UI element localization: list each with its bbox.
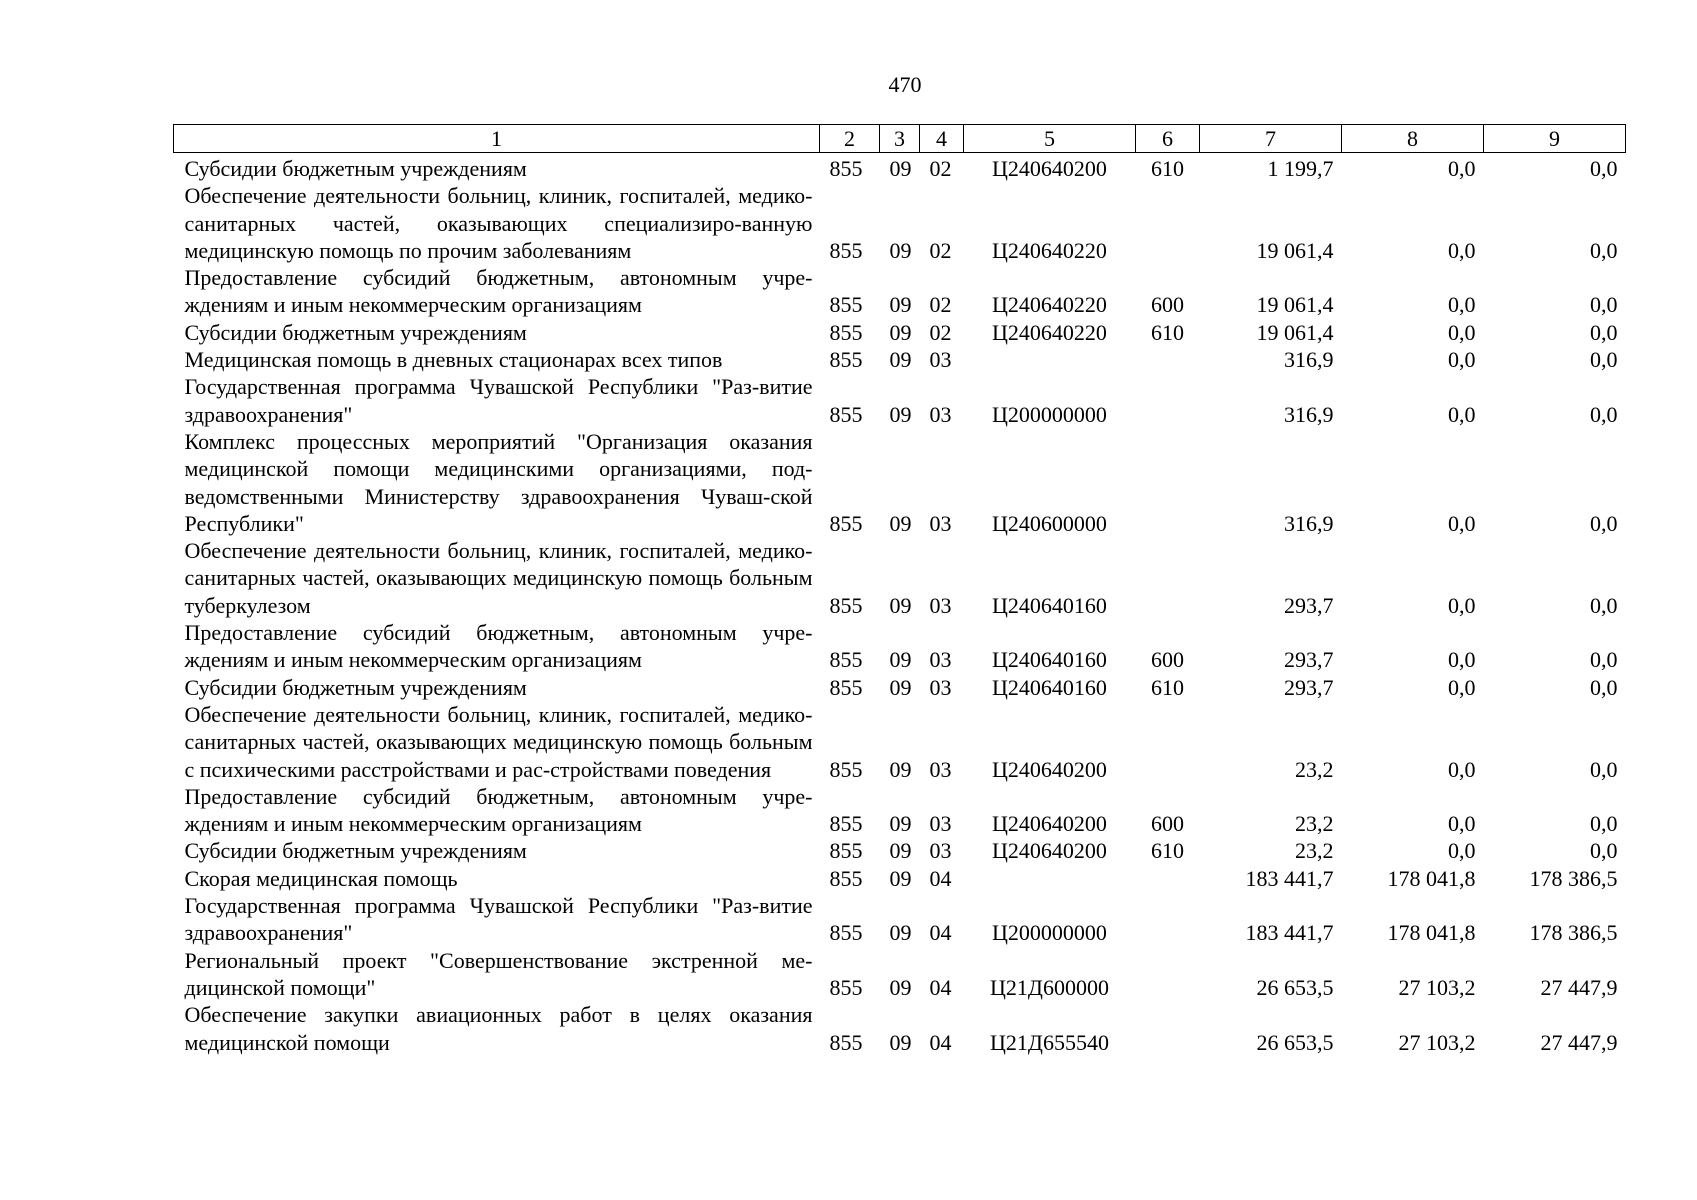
row-amount-1: 316,9 bbox=[1284, 347, 1334, 373]
row-amount-3: 27 447,9 bbox=[1540, 1029, 1618, 1055]
row-amount-2: 0,0 bbox=[1448, 401, 1476, 427]
row-amount-2: 0,0 bbox=[1448, 292, 1476, 318]
col-header-4: 4 bbox=[920, 125, 964, 153]
table-row bbox=[174, 319, 1626, 346]
row-expense-type: 600 bbox=[1151, 292, 1184, 318]
table-body bbox=[174, 153, 1626, 1056]
row-amount-1: 183 441,7 bbox=[1245, 865, 1334, 891]
row-target-code: Ц21Д655540 bbox=[990, 1029, 1109, 1055]
row-target-code: Ц240640220 bbox=[992, 319, 1107, 345]
row-ministry-code: 855 bbox=[829, 674, 863, 700]
col-header-3: 3 bbox=[880, 125, 920, 153]
col-header-1: 1 bbox=[174, 125, 820, 153]
table-row bbox=[174, 1001, 1626, 1056]
row-section-code: 09 bbox=[889, 865, 912, 891]
col-header-5: 5 bbox=[964, 125, 1136, 153]
row-target-code: Ц240640200 bbox=[992, 756, 1107, 782]
row-name: Обеспечение деятельности больниц, клиник, госпиталей, медико-санитарных частей, оказывающих медицинскую помощь больным с психическими расстройствами и рас-стройствами поведения bbox=[184, 701, 813, 782]
row-subsection-code: 02 bbox=[929, 237, 952, 263]
row-name: Медицинская помощь в дневных стационарах всех типов bbox=[184, 347, 723, 373]
row-subsection-code: 02 bbox=[929, 292, 952, 318]
row-section-code: 09 bbox=[889, 237, 912, 263]
row-ministry-code: 855 bbox=[829, 1029, 863, 1055]
row-amount-1: 26 653,5 bbox=[1256, 1029, 1334, 1055]
row-target-code: Ц200000000 bbox=[992, 401, 1107, 427]
row-section-code: 09 bbox=[889, 756, 912, 782]
row-expense-type bbox=[1136, 947, 1200, 1002]
row-amount-2: 0,0 bbox=[1448, 237, 1476, 263]
table-row bbox=[174, 619, 1626, 674]
row-amount-2: 0,0 bbox=[1448, 319, 1476, 345]
row-amount-3: 0,0 bbox=[1590, 237, 1618, 263]
row-target-code: Ц240640160 bbox=[992, 674, 1107, 700]
row-amount-1: 23,2 bbox=[1295, 811, 1334, 837]
budget-table bbox=[173, 124, 1626, 1056]
row-amount-1: 316,9 bbox=[1284, 510, 1334, 536]
table-row bbox=[174, 153, 1626, 183]
row-expense-type: 600 bbox=[1151, 811, 1184, 837]
header-row bbox=[174, 125, 1626, 153]
row-subsection-code: 03 bbox=[929, 811, 952, 837]
row-target-code: Ц240640200 bbox=[992, 811, 1107, 837]
row-expense-type bbox=[1136, 346, 1200, 373]
row-expense-type bbox=[1136, 537, 1200, 619]
row-amount-3: 0,0 bbox=[1590, 319, 1618, 345]
row-ministry-code: 855 bbox=[829, 156, 863, 181]
row-amount-3: 178 386,5 bbox=[1529, 865, 1618, 891]
row-subsection-code: 03 bbox=[929, 674, 952, 700]
row-subsection-code: 03 bbox=[929, 838, 952, 864]
row-ministry-code: 855 bbox=[829, 401, 863, 427]
col-header-7: 7 bbox=[1200, 125, 1342, 153]
row-amount-2: 0,0 bbox=[1448, 510, 1476, 536]
row-subsection-code: 03 bbox=[929, 592, 952, 618]
row-target-code bbox=[964, 346, 1136, 373]
row-name: Предоставление субсидий бюджетным, автономным учре-ждениям и иным некоммерческим организациям bbox=[184, 265, 813, 318]
table-row bbox=[174, 865, 1626, 892]
row-amount-3: 178 386,5 bbox=[1529, 920, 1618, 946]
row-name: Обеспечение закупки авиационных работ в целях оказания медицинской помощи bbox=[184, 1002, 813, 1055]
row-subsection-code: 03 bbox=[929, 647, 952, 673]
row-amount-1: 19 061,4 bbox=[1256, 292, 1334, 318]
row-name: Субсидии бюджетным учреждениям bbox=[184, 156, 527, 181]
row-ministry-code: 855 bbox=[829, 347, 863, 373]
row-amount-2: 27 103,2 bbox=[1398, 974, 1476, 1000]
row-amount-2: 0,0 bbox=[1448, 347, 1476, 373]
row-expense-type bbox=[1136, 865, 1200, 892]
row-expense-type bbox=[1136, 701, 1200, 783]
row-expense-type: 610 bbox=[1151, 319, 1184, 345]
row-amount-3: 0,0 bbox=[1590, 647, 1618, 673]
row-name: Государственная программа Чувашской Республики "Раз-витие здравоохранения" bbox=[184, 893, 813, 946]
row-amount-1: 183 441,7 bbox=[1245, 920, 1334, 946]
col-header-2: 2 bbox=[820, 125, 880, 153]
row-amount-3: 0,0 bbox=[1590, 756, 1618, 782]
row-section-code: 09 bbox=[889, 156, 912, 181]
row-target-code: Ц240640200 bbox=[992, 156, 1107, 181]
row-expense-type: 600 bbox=[1151, 647, 1184, 673]
row-amount-2: 0,0 bbox=[1448, 838, 1476, 864]
row-target-code: Ц200000000 bbox=[992, 920, 1107, 946]
row-name: Обеспечение деятельности больниц, клиник, госпиталей, медико-санитарных частей, оказывающих специализиро-ванную медицинскую помощь по прочим заболеваниям bbox=[184, 183, 813, 263]
row-section-code: 09 bbox=[889, 674, 912, 700]
row-name: Субсидии бюджетным учреждениям bbox=[184, 674, 527, 700]
row-target-code: Ц240640220 bbox=[992, 237, 1107, 263]
row-target-code: Ц240640200 bbox=[992, 838, 1107, 864]
row-amount-1: 19 061,4 bbox=[1256, 319, 1334, 345]
row-amount-3: 0,0 bbox=[1590, 811, 1618, 837]
row-amount-1: 293,7 bbox=[1284, 592, 1334, 618]
row-section-code: 09 bbox=[889, 292, 912, 318]
row-subsection-code: 03 bbox=[929, 510, 952, 536]
row-section-code: 09 bbox=[889, 347, 912, 373]
row-amount-1: 19 061,4 bbox=[1256, 237, 1334, 263]
row-amount-3: 0,0 bbox=[1590, 510, 1618, 536]
page-number: 470 bbox=[888, 72, 922, 97]
table-row bbox=[174, 346, 1626, 373]
row-expense-type bbox=[1136, 1001, 1200, 1056]
table-row bbox=[174, 428, 1626, 537]
row-amount-2: 0,0 bbox=[1448, 592, 1476, 618]
row-target-code bbox=[964, 865, 1136, 892]
row-ministry-code: 855 bbox=[829, 592, 863, 618]
row-amount-3: 27 447,9 bbox=[1540, 974, 1618, 1000]
row-section-code: 09 bbox=[889, 811, 912, 837]
row-subsection-code: 03 bbox=[929, 756, 952, 782]
row-amount-2: 0,0 bbox=[1448, 647, 1476, 673]
row-amount-2: 0,0 bbox=[1448, 756, 1476, 782]
table-row bbox=[174, 837, 1626, 864]
row-ministry-code: 855 bbox=[829, 974, 863, 1000]
row-amount-2: 27 103,2 bbox=[1398, 1029, 1476, 1055]
row-ministry-code: 855 bbox=[829, 647, 863, 673]
row-amount-1: 293,7 bbox=[1284, 647, 1334, 673]
row-ministry-code: 855 bbox=[829, 756, 863, 782]
row-subsection-code: 03 bbox=[929, 347, 952, 373]
row-expense-type: 610 bbox=[1151, 838, 1184, 864]
row-ministry-code: 855 bbox=[829, 811, 863, 837]
row-section-code: 09 bbox=[889, 319, 912, 345]
row-target-code: Ц240640160 bbox=[992, 592, 1107, 618]
row-ministry-code: 855 bbox=[829, 319, 863, 345]
table-row bbox=[174, 947, 1626, 1002]
row-target-code: Ц240640220 bbox=[992, 292, 1107, 318]
row-target-code: Ц21Д600000 bbox=[990, 974, 1109, 1000]
row-amount-3: 0,0 bbox=[1590, 292, 1618, 318]
table-row bbox=[174, 182, 1626, 264]
row-name: Предоставление субсидий бюджетным, автономным учре-ждениям и иным некоммерческим организациям bbox=[184, 620, 813, 673]
row-name: Комплекс процессных мероприятий "Организация оказания медицинской помощи медицинскими организациями, под-ведомственными Министерству здравоохранения Чуваш-ской Республики" bbox=[184, 428, 813, 536]
row-section-code: 09 bbox=[889, 510, 912, 536]
row-amount-3: 0,0 bbox=[1590, 838, 1618, 864]
row-name: Предоставление субсидий бюджетным, автономным учре-ждениям и иным некоммерческим организациям bbox=[184, 783, 813, 837]
row-ministry-code: 855 bbox=[829, 838, 863, 864]
row-amount-2: 178 041,8 bbox=[1387, 865, 1476, 891]
row-subsection-code: 04 bbox=[929, 1029, 952, 1055]
row-expense-type bbox=[1136, 182, 1200, 264]
row-name: Региональный проект "Совершенствование экстренной ме-дицинской помощи" bbox=[184, 947, 813, 1000]
table-row bbox=[174, 783, 1626, 838]
row-amount-3: 0,0 bbox=[1590, 592, 1618, 618]
row-subsection-code: 02 bbox=[929, 319, 952, 345]
row-subsection-code: 02 bbox=[929, 156, 952, 181]
row-amount-2: 0,0 bbox=[1448, 156, 1476, 181]
row-section-code: 09 bbox=[889, 592, 912, 618]
row-amount-1: 23,2 bbox=[1295, 838, 1334, 864]
row-amount-1: 26 653,5 bbox=[1256, 974, 1334, 1000]
row-amount-3: 0,0 bbox=[1590, 347, 1618, 373]
row-section-code: 09 bbox=[889, 647, 912, 673]
row-section-code: 09 bbox=[889, 920, 912, 946]
col-header-8: 8 bbox=[1342, 125, 1484, 153]
table-row bbox=[174, 373, 1626, 428]
row-amount-1: 293,7 bbox=[1284, 674, 1334, 700]
row-subsection-code: 04 bbox=[929, 865, 952, 891]
row-subsection-code: 04 bbox=[929, 920, 952, 946]
row-expense-type bbox=[1136, 373, 1200, 428]
row-amount-2: 178 041,8 bbox=[1387, 920, 1476, 946]
row-target-code: Ц240600000 bbox=[992, 510, 1107, 536]
table-row bbox=[174, 892, 1626, 947]
table-header bbox=[174, 125, 1626, 153]
row-expense-type bbox=[1136, 428, 1200, 537]
row-subsection-code: 04 bbox=[929, 974, 952, 1000]
row-ministry-code: 855 bbox=[829, 510, 863, 536]
row-expense-type: 610 bbox=[1151, 156, 1184, 181]
table-row bbox=[174, 674, 1626, 701]
row-section-code: 09 bbox=[889, 974, 912, 1000]
row-amount-1: 316,9 bbox=[1284, 401, 1334, 427]
row-name: Скорая медицинская помощь bbox=[184, 865, 458, 891]
row-ministry-code: 855 bbox=[829, 237, 863, 263]
row-subsection-code: 03 bbox=[929, 401, 952, 427]
row-section-code: 09 bbox=[889, 1029, 912, 1055]
row-ministry-code: 855 bbox=[829, 920, 863, 946]
row-name: Государственная программа Чувашской Республики "Раз-витие здравоохранения" bbox=[184, 374, 813, 427]
row-amount-2: 0,0 bbox=[1448, 811, 1476, 837]
row-section-code: 09 bbox=[889, 838, 912, 864]
row-name: Субсидии бюджетным учреждениям bbox=[184, 838, 527, 864]
row-name: Обеспечение деятельности больниц, клиник, госпиталей, медико-санитарных частей, оказывающих медицинскую помощь больным туберкулезом bbox=[184, 538, 813, 618]
row-amount-1: 1 199,7 bbox=[1267, 156, 1334, 181]
row-ministry-code: 855 bbox=[829, 865, 863, 891]
row-amount-1: 23,2 bbox=[1295, 756, 1334, 782]
row-amount-3: 0,0 bbox=[1590, 401, 1618, 427]
col-header-6: 6 bbox=[1136, 125, 1200, 153]
row-expense-type bbox=[1136, 892, 1200, 947]
table-row bbox=[174, 537, 1626, 619]
row-target-code: Ц240640160 bbox=[992, 647, 1107, 673]
table-row bbox=[174, 701, 1626, 783]
row-amount-2: 0,0 bbox=[1448, 674, 1476, 700]
row-name: Субсидии бюджетным учреждениям bbox=[184, 319, 527, 345]
budget-table-wrapper bbox=[173, 124, 1625, 1056]
row-amount-3: 0,0 bbox=[1590, 156, 1618, 181]
col-header-9: 9 bbox=[1484, 125, 1626, 153]
row-expense-type: 610 bbox=[1151, 674, 1184, 700]
row-section-code: 09 bbox=[889, 401, 912, 427]
table-row bbox=[174, 264, 1626, 319]
row-amount-3: 0,0 bbox=[1590, 674, 1618, 700]
row-ministry-code: 855 bbox=[829, 292, 863, 318]
